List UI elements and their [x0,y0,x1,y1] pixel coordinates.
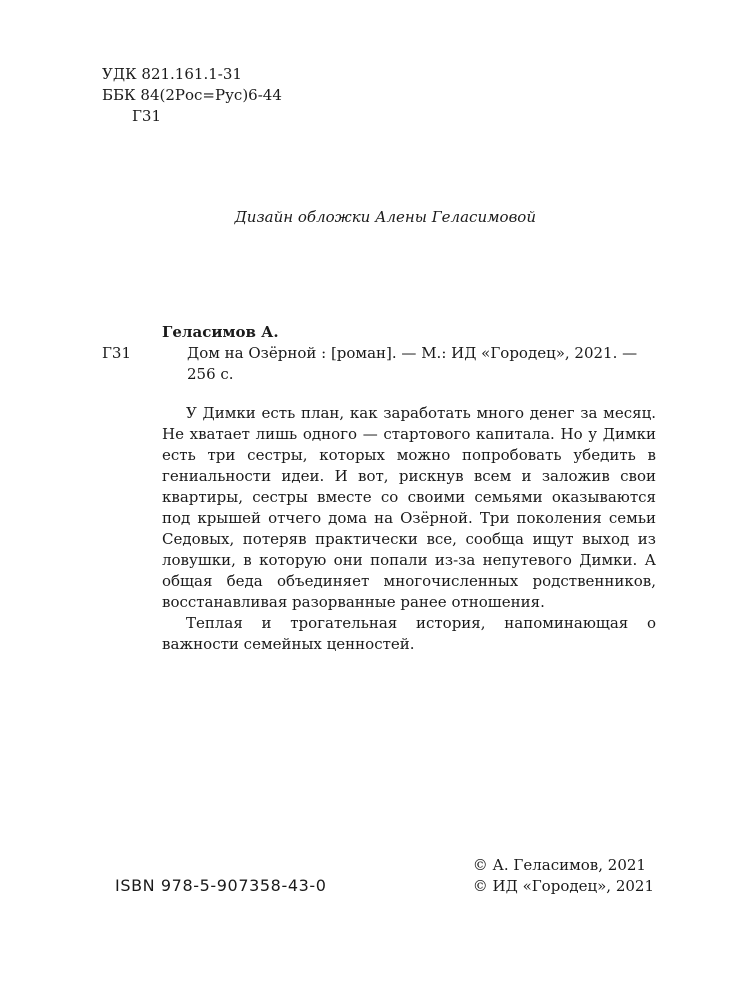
annotation [162,403,656,655]
author-mark: Г31 [132,107,162,125]
copyright-author: © А. Геласимов, 2021 [472,856,646,874]
record-title-line: Дом на Озёрной : [роман]. — М.: ИД «Городец», 2021. — [187,344,638,362]
classification-codes [102,64,282,127]
cover-design-credit: Дизайн обложки Алены Геласимовой [234,208,536,226]
annotation-paragraph: Теплая и трогательная история, напоминающая о важности семейных ценностей. [162,614,656,653]
isbn: ISBN 978-5-907358-43-0 [115,876,327,895]
bibliographic-record [102,322,662,385]
record-description [102,343,662,385]
copyright-notices [473,855,654,897]
record-author-mark: Г31 [102,344,132,362]
record-author: Геласимов А. [162,323,279,341]
bbk-code: ББК 84(2Рос=Рус)6-44 [102,86,282,104]
annotation-paragraph: У Димки есть план, как заработать много денег за месяц. Не хватает лишь одного — стартового капитала. Но у Димки есть три сестры, которых можно попробовать убедить в гениальности идеи. И вот, рискнув всем и заложив свои квартиры, сестры вместе со своими семьями оказываются под крышей отчего дома на Озёрной. Три поколения семьи Седовых, потеряв практически все, сообща ищут выход из ловушки, в которую они попали из-за непутевого Димки. А общая беда объединяет многочисленных родственников, восстанавливая разорванные ранее отношения. [162,404,656,611]
udk-code: УДК 821.161.1-31 [102,65,242,83]
copyright-publisher: © ИД «Городец», 2021 [472,877,654,895]
record-pages: 256 с. [187,365,234,383]
